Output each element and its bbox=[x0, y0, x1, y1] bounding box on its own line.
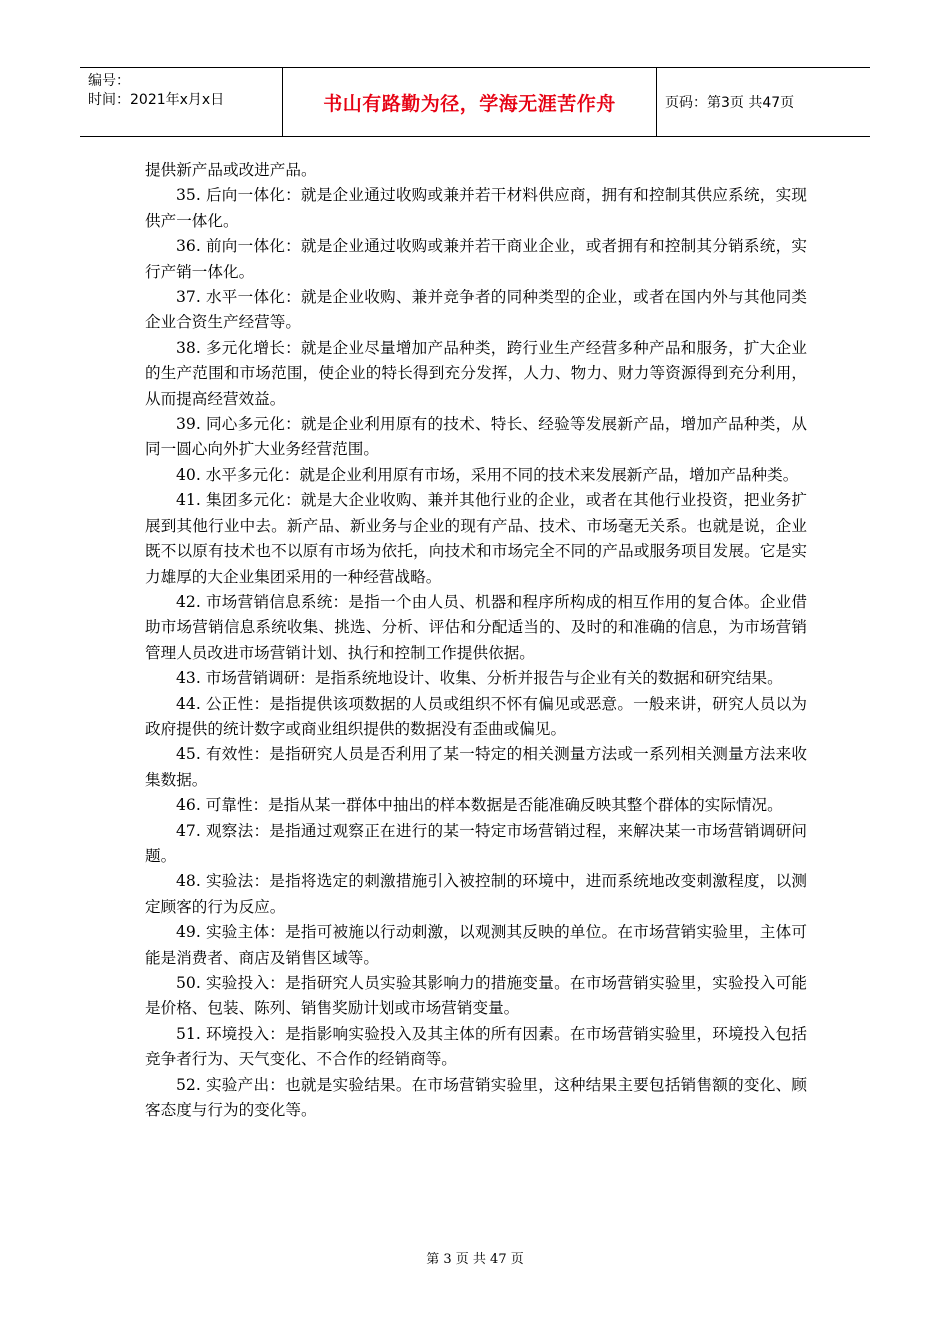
time-label: 时间：2021年x月x日 bbox=[88, 92, 225, 108]
term-42: 42. 市场营销信息系统：是指一个由人员、机器和程序所构成的相互作用的复合体。企业借助市场营销信息系统收集、挑选、分析、评估和分配适当的、及时的和准确的信息，为市场营销管理人员改进市场营销计划、执行和控制工作提供依据。 bbox=[145, 592, 807, 662]
motto: 书山有路勤为径，学海无涯苦作舟 bbox=[323, 92, 616, 115]
term-38: 38. 多元化增长：就是企业尽量增加产品种类，跨行业生产经营多种产品和服务，扩大企业的生产范围和市场范围，使企业的特长得到充分发挥，人力、物力、财力等资源得到充分利用，从而提高经营效益。 bbox=[145, 338, 807, 408]
term-39: 39. 同心多元化：就是企业利用原有的技术、特长、经验等发展新产品，增加产品种类，从同一圆心向外扩大业务经营范围。 bbox=[145, 415, 807, 459]
number-label: 编号： bbox=[88, 73, 130, 89]
header-page-cell bbox=[657, 68, 870, 136]
term-40: 40. 水平多元化：就是企业利用原有市场，采用不同的技术来发展新产品，增加产品种类。 bbox=[176, 465, 799, 484]
term-45: 45. 有效性：是指研究人员是否利用了某一特定的相关测量方法或一系列相关测量方法来收集数据。 bbox=[145, 745, 807, 789]
header-motto-cell bbox=[283, 68, 657, 136]
term-43: 43. 市场营销调研：是指系统地设计、收集、分析并报告与企业有关的数据和研究结果。 bbox=[176, 669, 783, 688]
term-51: 51. 环境投入：是指影响实验投入及其主体的所有因素。在市场营销实验里，环境投入包括竞争者行为、天气变化、不合作的经销商等。 bbox=[145, 1024, 807, 1069]
term-46: 46. 可靠性：是指从某一群体中抽出的样本数据是否能准确反映其整个群体的实际情况。 bbox=[176, 796, 783, 815]
lead-paragraph: 提供新产品或改进产品。 bbox=[145, 161, 317, 179]
term-48: 48. 实验法：是指将选定的刺激措施引入被控制的环境中，进而系统地改变刺激程度，以测定顾客的行为反应。 bbox=[145, 872, 807, 916]
term-44: 44. 公正性：是指提供该项数据的人员或组织不怀有偏见或恶意。一般来讲，研究人员以为政府提供的统计数字或商业组织提供的数据没有歪曲或偏见。 bbox=[145, 694, 807, 738]
page-header bbox=[80, 67, 870, 137]
header-meta bbox=[80, 68, 283, 136]
term-37: 37. 水平一体化：就是企业收购、兼并竞争者的同种类型的企业，或者在国内外与其他同类企业合资生产经营等。 bbox=[145, 288, 807, 332]
page-footer: 第 3 页 共 47 页 bbox=[426, 1252, 524, 1267]
term-35: 35. 后向一体化：就是企业通过收购或兼并若干材料供应商，拥有和控制其供应系统，实现供产一体化。 bbox=[145, 186, 807, 230]
term-36: 36. 前向一体化：就是企业通过收购或兼并若干商业企业，或者拥有和控制其分销系统，实行产销一体化。 bbox=[145, 237, 807, 281]
term-47: 47. 观察法：是指通过观察正在进行的某一特定市场营销过程，来解决某一市场营销调研问题。 bbox=[145, 821, 807, 865]
term-41: 41. 集团多元化：就是大企业收购、兼并其他行业的企业，或者在其他行业投资，把业务扩展到其他行业中去。新产品、新业务与企业的现有产品、技术、市场毫无关系。也就是说，企业既不以原有技术也不以原有市场为依托，向技术和市场完全不同的产品或服务项目发展。它是实力雄厚的大企业集团采用的一种经营战略。 bbox=[145, 491, 807, 586]
term-52: 52. 实验产出：也就是实验结果。在市场营销实验里，这种结果主要包括销售额的变化、顾客态度与行为的变化等。 bbox=[145, 1075, 807, 1120]
term-49: 49. 实验主体：是指可被施以行动刺激，以观测其反映的单位。在市场营销实验里，主体可能是消费者、商店及销售区域等。 bbox=[145, 923, 807, 967]
page-label: 页码：第3页 共47页 bbox=[665, 95, 795, 111]
document-body bbox=[145, 158, 807, 1123]
term-50: 50. 实验投入：是指研究人员实验其影响力的措施变量。在市场营销实验里，实验投入可能是价格、包装、陈列、销售奖励计划或市场营销变量。 bbox=[145, 974, 807, 1018]
